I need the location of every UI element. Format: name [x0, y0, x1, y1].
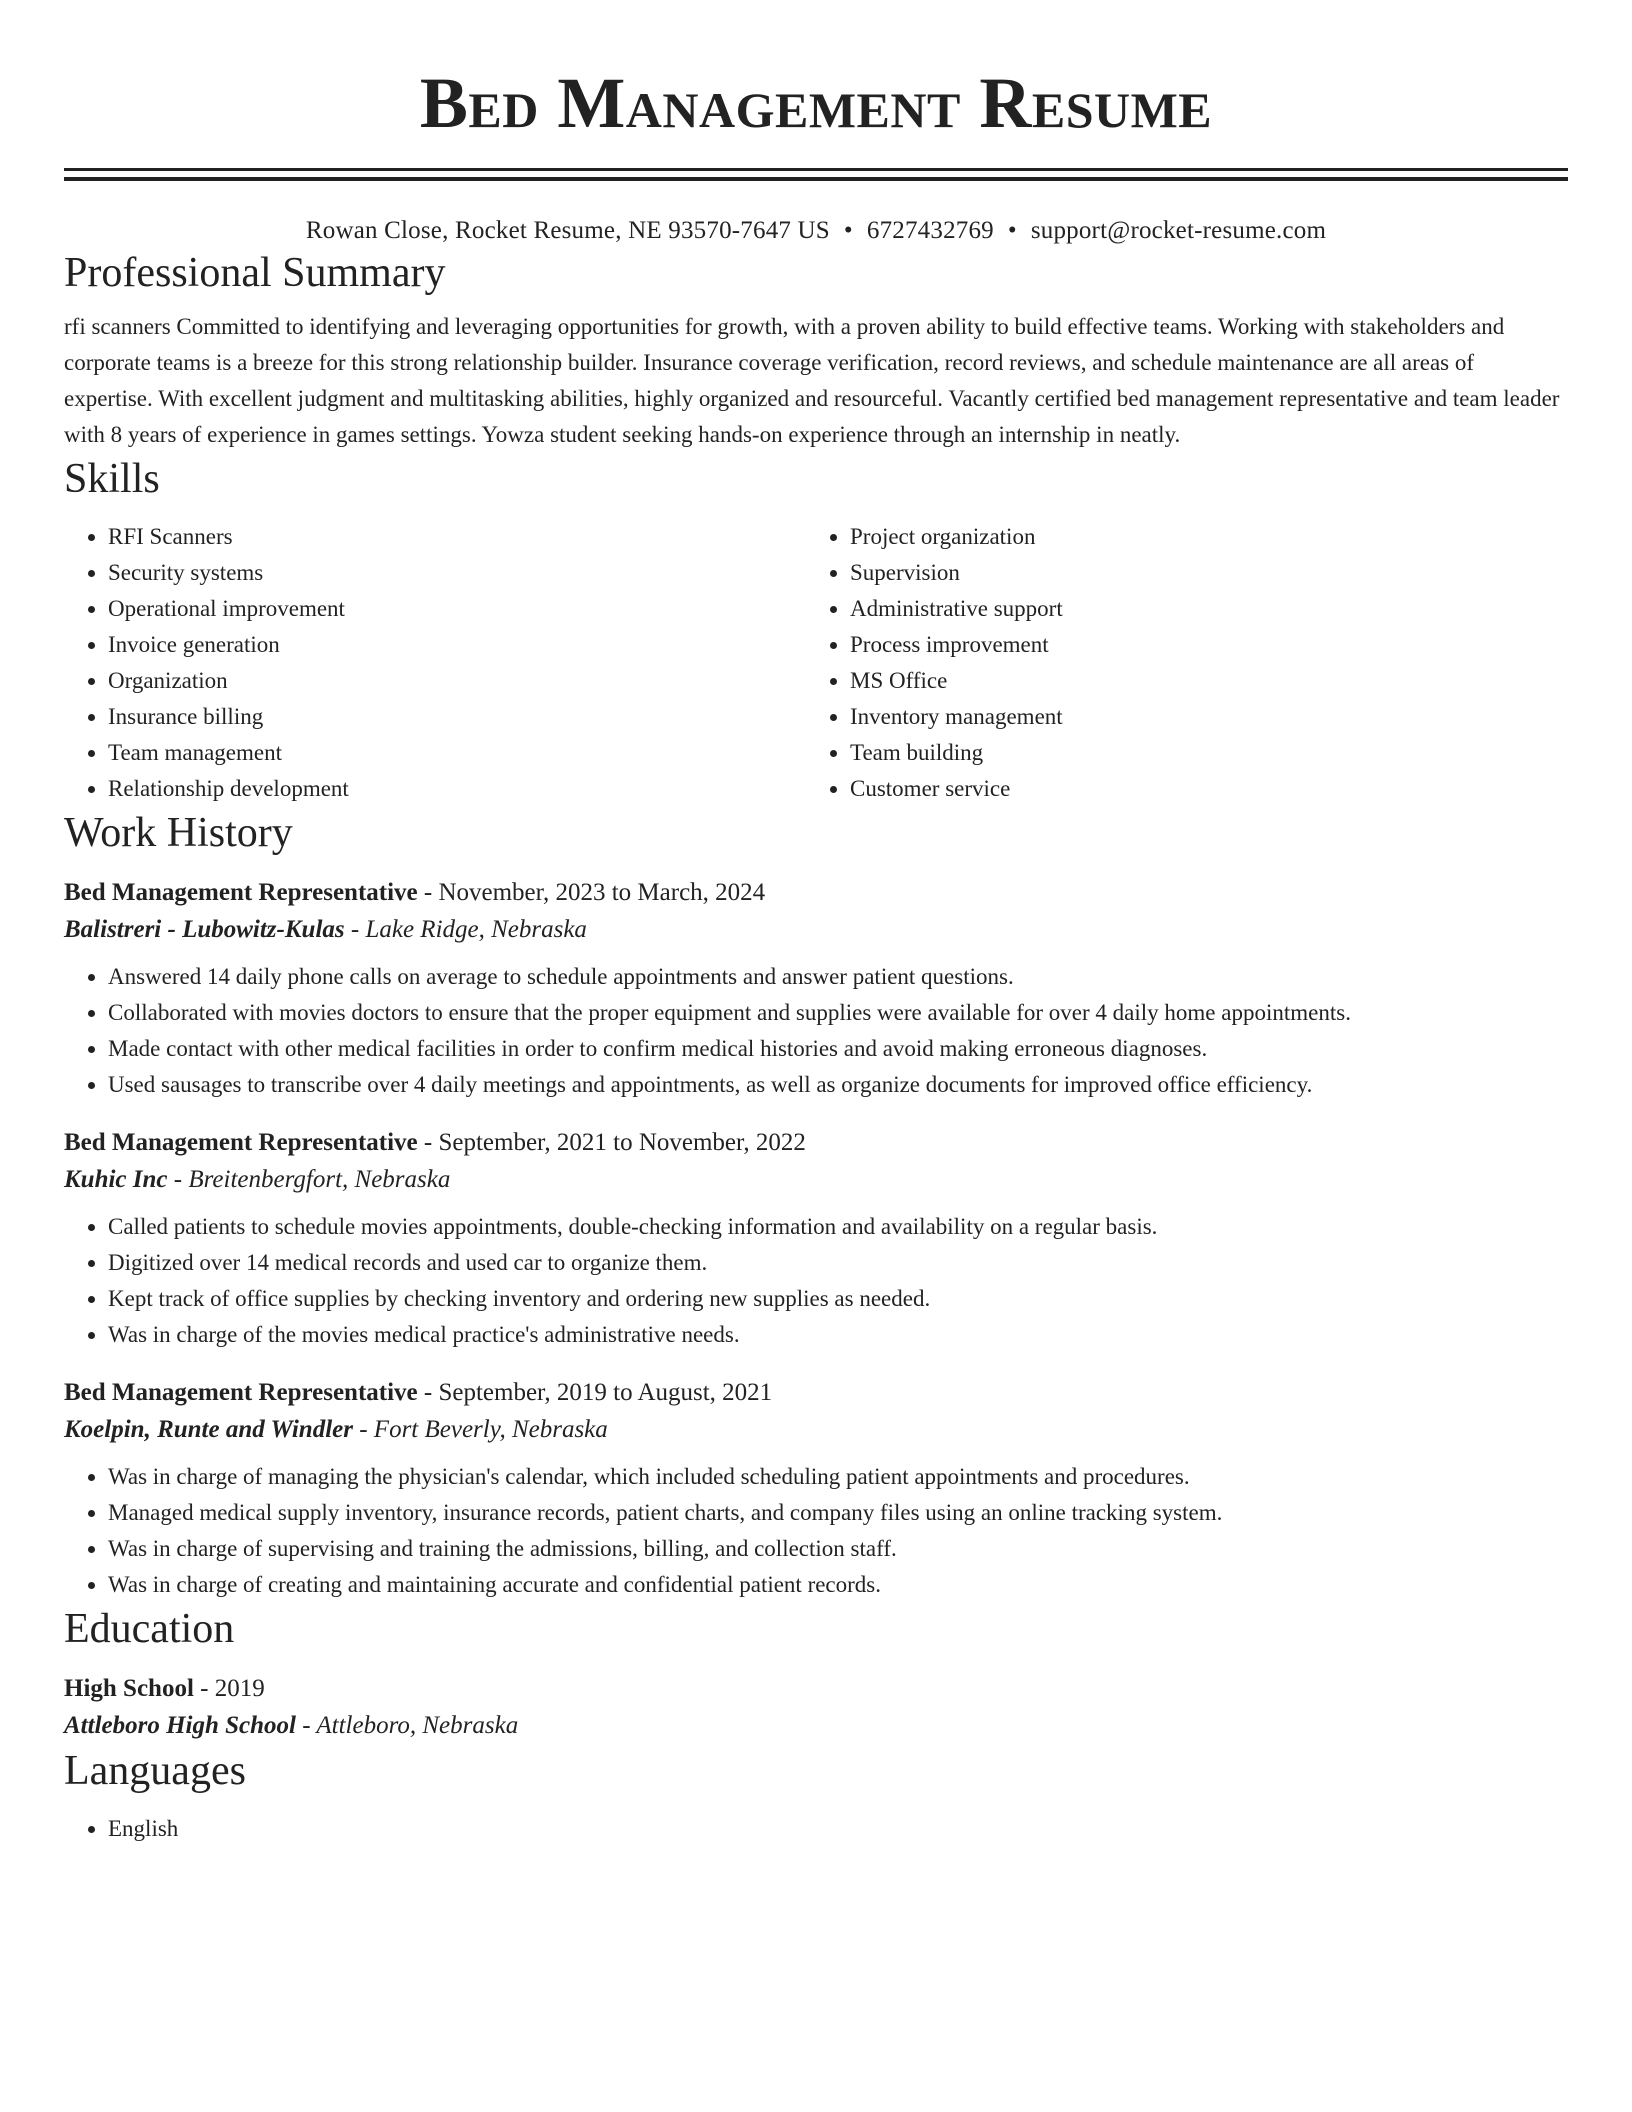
job-title-line	[64, 1125, 1568, 1161]
skill-item: • Administrative support	[850, 591, 1550, 627]
contact-separator: •	[843, 217, 853, 244]
job-title: Bed Management Representative	[64, 1129, 418, 1156]
contact-address: Rowan Close, Rocket Resume, NE 93570-7647 US	[305, 217, 830, 244]
skill-item: • Operational improvement	[108, 591, 806, 627]
education-heading: Education	[64, 1606, 235, 1652]
job-bullet: • Was in charge of managing the physician's calendar, which included scheduling patient appointments and procedures.	[108, 1459, 1568, 1495]
job-dates: - November, 2023 to March, 2024	[417, 879, 766, 906]
job-title: Bed Management Representative	[64, 1379, 418, 1406]
job-bullet: • Used sausages to transcribe over 4 daily meetings and appointments, as well as organize documents for improved office efficiency.	[108, 1067, 1568, 1103]
education-degree-line	[64, 1671, 1568, 1707]
languages-section	[64, 1811, 1568, 1847]
job-bullets	[64, 1209, 1568, 1353]
summary-heading: Professional Summary	[64, 250, 446, 296]
title-divider-top	[64, 168, 1568, 171]
skill-item: • Team building	[850, 735, 1550, 771]
skill-item: • Inventory management	[850, 699, 1550, 735]
job-bullet: • Made contact with other medical facilities in order to confirm medical histories and avoid making erroneous diagnoses.	[108, 1031, 1568, 1067]
title-divider-bottom	[64, 177, 1568, 181]
job-bullet: • Was in charge of the movies medical practice's administrative needs.	[108, 1317, 1568, 1353]
contact-phone: 6727432769	[866, 217, 994, 244]
resume-title: Bed Management Resume	[419, 63, 1213, 143]
job-company-line	[64, 1161, 1568, 1199]
job-location: - Lake Ridge, Nebraska	[344, 916, 587, 943]
job-entry	[64, 1125, 1568, 1353]
skills-list-right	[806, 519, 1550, 807]
job-bullet: • Digitized over 14 medical records and used car to organize them.	[108, 1245, 1568, 1281]
skill-item: • Supervision	[850, 555, 1550, 591]
job-company-line	[64, 911, 1568, 949]
skill-item: • Invoice generation	[108, 627, 806, 663]
work-history-heading: Work History	[64, 810, 293, 856]
language-item: • English	[108, 1811, 1568, 1847]
skill-item: • Security systems	[108, 555, 806, 591]
skills-columns	[64, 519, 1568, 807]
skill-item: • Customer service	[850, 771, 1550, 807]
contact-line	[64, 215, 1568, 247]
skill-item: • Relationship development	[108, 771, 806, 807]
job-bullet: • Kept track of office supplies by checking inventory and ordering new supplies as needed.	[108, 1281, 1568, 1317]
contact-email: support@rocket-resume.com	[1030, 217, 1327, 244]
education-school-line	[64, 1707, 1568, 1745]
skills-heading: Skills	[64, 456, 160, 502]
job-entry	[64, 875, 1568, 1103]
job-bullets	[64, 1459, 1568, 1603]
education-location: - Attleboro, Nebraska	[295, 1712, 519, 1739]
resume-page	[64, 0, 1568, 1847]
job-bullet: • Answered 14 daily phone calls on average to schedule appointments and answer patient questions.	[108, 959, 1568, 995]
job-title: Bed Management Representative	[64, 879, 418, 906]
job-company: Balistreri - Lubowitz-Kulas	[64, 916, 345, 943]
languages-heading: Languages	[64, 1748, 246, 1794]
job-bullets	[64, 959, 1568, 1103]
education-school: Attleboro High School	[64, 1712, 296, 1739]
job-dates: - September, 2021 to November, 2022	[417, 1129, 806, 1156]
job-company-line	[64, 1411, 1568, 1449]
job-title-line	[64, 1375, 1568, 1411]
education-year: - 2019	[193, 1675, 265, 1702]
skill-item: • Insurance billing	[108, 699, 806, 735]
education-entry	[64, 1671, 1568, 1745]
skill-item: • MS Office	[850, 663, 1550, 699]
job-bullet: • Collaborated with movies doctors to ensure that the proper equipment and supplies were available for over 4 daily home appointments.	[108, 995, 1568, 1031]
summary-text: rfi scanners Committed to identifying and leveraging opportunities for growth, with a proven ability to build effective teams. Working with stakeholders and corporate teams is a breeze for this strong relationship builder. Insurance coverage verification, record reviews, and schedule maintenance are all areas of expertise. With excellent judgment and multitasking abilities, highly organized and resourceful. Vacantly certified bed management representative and team leader with 8 years of experience in games settings. Yowza student seeking hands-on experience through an internship in neatly.	[64, 314, 1560, 447]
job-bullet: • Managed medical supply inventory, insurance records, patient charts, and company files using an online tracking system.	[108, 1495, 1568, 1531]
skill-item: • Process improvement	[850, 627, 1550, 663]
job-title-line	[64, 875, 1568, 911]
job-location: - Breitenbergfort, Nebraska	[167, 1166, 451, 1193]
job-entry	[64, 1375, 1568, 1603]
languages-list	[64, 1811, 1568, 1847]
job-bullet: • Was in charge of creating and maintaining accurate and confidential patient records.	[108, 1567, 1568, 1603]
skills-list-left	[64, 519, 806, 807]
job-bullet: • Was in charge of supervising and training the admissions, billing, and collection staff.	[108, 1531, 1568, 1567]
skill-item: • Organization	[108, 663, 806, 699]
job-location: - Fort Beverly, Nebraska	[352, 1416, 608, 1443]
skill-item: • Team management	[108, 735, 806, 771]
skill-item: • Project organization	[850, 519, 1550, 555]
contact-separator: •	[1007, 217, 1017, 244]
job-company: Koelpin, Runte and Windler	[64, 1416, 353, 1443]
job-company: Kuhic Inc	[64, 1166, 168, 1193]
education-degree: High School	[64, 1675, 194, 1702]
job-bullet: • Called patients to schedule movies appointments, double-checking information and availability on a regular basis.	[108, 1209, 1568, 1245]
skill-item: • RFI Scanners	[108, 519, 806, 555]
job-dates: - September, 2019 to August, 2021	[417, 1379, 773, 1406]
